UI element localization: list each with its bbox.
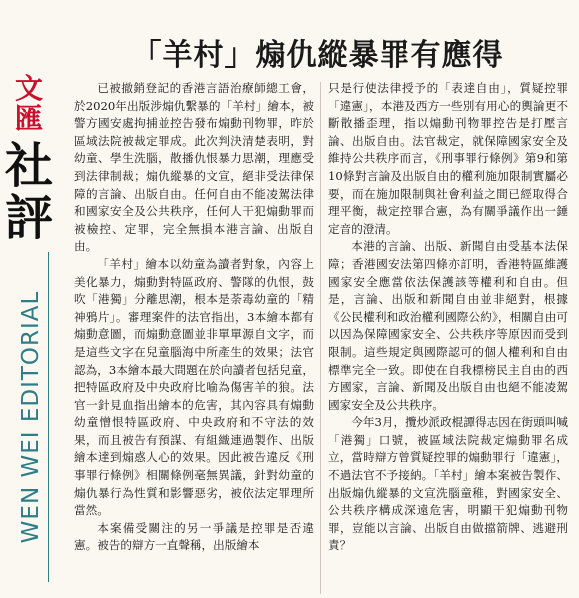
masthead-brand-cn: 文匯: [14, 72, 43, 135]
column-divider: [320, 82, 321, 594]
paragraph: 只是行使法律授予的「表達自由」，質疑控罪「違憲」，本港及西方一些別有用心的輿論更不斷散播歪理，指以煽動刊物罪控告是打壓言論、出版自由。法官裁定，就保障國家安全及維持公共秩序而言，《刑事罪行條例》第9和第10條對言論及出版自由的權利施加限制實屬必要，而在施加限制與社會利益之間已經取得合理平衡，裁定控罪合憲，為有關爭議作出一錘定音的澄清。: [328, 81, 568, 236]
article-column-right: [328, 80, 568, 595]
article-column-left: [74, 80, 314, 595]
masthead-brand-en: WEN WEI EDITORIAL: [18, 290, 44, 544]
article-headline: 「羊村」煽仇縱暴罪有應得: [131, 38, 504, 73]
masthead-en-wrap: [18, 252, 44, 582]
masthead: [0, 74, 58, 594]
paragraph: 本港的言論、出版、新聞自由受基本法保障；香港國安法第四條亦訂明，香港特區維護國家安全應當依法保護該等權利和自由。但是，言論、出版和新聞自由並非絕對，根據《公民權利和政治權利國際公約》，相關自由可以因為保障國家安全、公共秩序等原因而受到限制。這些規定與國際認可的個人權利和自由標準完全一致。即使在自我標榜民主自由的西方國家，言論、新聞及出版自由也絕不能凌駕國家安全及公共秩序。: [328, 239, 568, 412]
paragraph: 本案備受關注的另一爭議是控罪是否違憲。被告的辯方一直聲稱，出版繪本: [74, 520, 314, 553]
paragraph: 今年3月，攬炒派政棍譚得志因在街頭叫喊「港獨」口號，被區域法院裁定煽動罪名成立，當時辯方曾質疑控罪的煽動罪行「違憲」，不過法官不予接納。「羊村」繪本案被告製作、出版煽仇縱暴的文宣洗腦童稚，對國家安全、公共秩序構成深遠危害，明顯干犯煽動刊物罪，豈能以言論、出版自由做擋箭牌、逃避刑責？: [328, 415, 568, 553]
paragraph: 已被撤銷登記的香港言語治療師總工會，於2020年出版涉煽仇繫暴的「羊村」繪本，被警方國安處拘捕並控告發布煽動刊物罪，昨於區域法院被裁定罪成。此次判決清楚表明，對幼童、學生洗腦，散播仇恨暴力思潮，理應受到法律制裁；煽仇縱暴的文宣，絕非受法律保障的言論、出版自由。任何自由不能凌駕法律和國家安全及公共秩序，任何人干犯煽動罪而被檢控、定罪，完全無損本港言論、出版自由。: [74, 81, 314, 254]
paragraph: 「羊村」繪本以幼童為讀者對象，內容上美化暴力，煽動對特區政府、警隊的仇恨，鼓吹「港獨」分離思潮，根本是荼毒幼童的「精神鴉片」。審理案件的法官指出，3本繪本都有煽動意圖，而煽動意圖並非單單源自文字，而是這些文字在兒童腦海中所產生的效果；法官認為，3本繪本最大問題在於向讀者包括兒童，把特區政府及中央政府比喻為傷害羊的狼。法官一針見血指出繪本的危害，其內容具有煽動幼童憎恨特區政府、中央政府和不守法的效果，而且被告有預謀、有組織連過製作、出版繪本達到煽惑人心的效果。因此被告違反《刑事罪行條例》相關條例毫無異議，針對幼童的煽仇暴行為性質和影響惡劣，被依法定罪理所當然。: [74, 256, 314, 518]
masthead-rule: [48, 252, 49, 582]
masthead-section-cn: 社評: [4, 138, 53, 246]
